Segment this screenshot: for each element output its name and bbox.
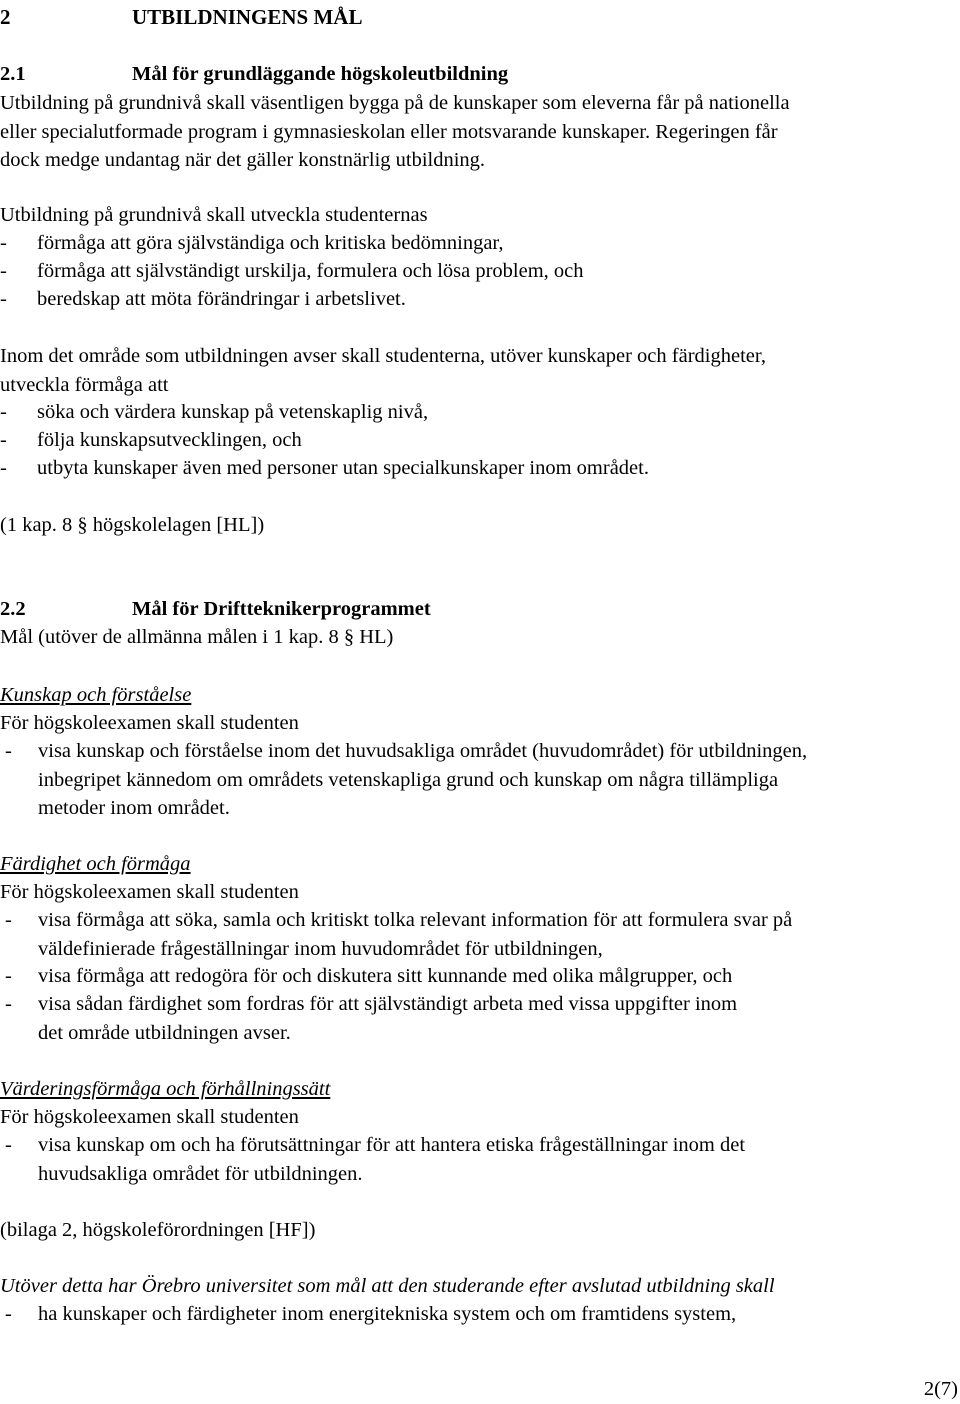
page-number: 2(7) bbox=[923, 1378, 958, 1400]
section-number: 2 bbox=[0, 5, 11, 29]
subsection-subtitle: Mål (utöver de allmänna målen i 1 kap. 8 § HL) bbox=[0, 626, 394, 648]
list-item-line: visa förmåga att söka, samla och kritiskt tolka relevant information för att formulera svar på bbox=[38, 909, 793, 931]
list-item-text: förmåga att självständigt urskilja, formulera och lösa problem, och bbox=[37, 260, 584, 282]
list-item-text: förmåga att göra självständiga och kritiska bedömningar, bbox=[37, 232, 504, 254]
list-item-line: väldefinierade frågeställningar inom huvudområdet för utbildningen, bbox=[38, 937, 603, 960]
list-dash: - bbox=[5, 1134, 12, 1156]
list-item-text: utbyta kunskaper även med personer utan specialkunskaper inom området. bbox=[37, 457, 649, 479]
category-heading: Värderingsförmåga och förhållningssätt bbox=[0, 1078, 331, 1100]
additional-goals-heading: Utöver detta har Örebro universitet som mål att den studerande efter avslutad utbildning skall bbox=[0, 1275, 775, 1297]
category-intro: För högskoleexamen skall studenten bbox=[0, 881, 299, 903]
category-intro: För högskoleexamen skall studenten bbox=[0, 1106, 299, 1128]
subsection-title: Mål för grundläggande högskoleutbildning bbox=[132, 63, 509, 85]
list-item-text: följa kunskapsutvecklingen, och bbox=[37, 429, 302, 451]
list-dash: - bbox=[0, 288, 7, 310]
list-item-line: inbegripet kännedom om områdets vetenskapliga grund och kunskap om några tillämpliga bbox=[38, 768, 779, 791]
section-title: UTBILDNINGENS MÅL bbox=[132, 5, 363, 29]
list-dash: - bbox=[0, 457, 7, 479]
list-dash: - bbox=[0, 232, 7, 254]
list-item-line: visa sådan färdighet som fordras för att självständigt arbeta med vissa uppgifter inom bbox=[38, 993, 738, 1015]
list-item-line: visa kunskap och förståelse inom det huvudsakliga området (huvudområdet) för utbildningen, bbox=[38, 740, 808, 762]
paragraph-line: utveckla förmåga att bbox=[0, 373, 169, 396]
paragraph bbox=[0, 342, 960, 399]
category-intro: För högskoleexamen skall studenten bbox=[0, 712, 299, 734]
category-heading: Kunskap och förståelse bbox=[0, 684, 192, 706]
list-item-line: huvudsakliga området för utbildningen. bbox=[38, 1162, 363, 1185]
list-item-line: visa kunskap om och ha förutsättningar för att hantera etiska frågeställningar inom det bbox=[38, 1134, 746, 1156]
list-dash: - bbox=[0, 401, 7, 423]
paragraph-line: Inom det område som utbildningen avser skall studenterna, utöver kunskaper och färdigheter, bbox=[0, 345, 766, 367]
list-item-line: det område utbildningen avser. bbox=[38, 1021, 291, 1044]
subsection-heading bbox=[0, 60, 508, 89]
paragraph-intro: Utbildning på grundnivå skall utveckla studenternas bbox=[0, 204, 428, 226]
list-item-text: söka och värdera kunskap på vetenskaplig nivå, bbox=[37, 401, 429, 423]
list-dash: - bbox=[5, 993, 12, 1015]
list-dash: - bbox=[5, 965, 12, 987]
paragraph bbox=[0, 89, 960, 175]
paragraph-line: dock medge undantag när det gäller konstnärlig utbildning. bbox=[0, 149, 486, 171]
legal-reference: (1 kap. 8 § högskolelagen [HL]) bbox=[0, 514, 265, 536]
list-item-line: metoder inom området. bbox=[38, 797, 230, 819]
list-item-text: ha kunskaper och färdigheter inom energitekniska system och om framtidens system, bbox=[38, 1303, 737, 1325]
subsection-number: 2.2 bbox=[0, 598, 26, 620]
paragraph-line: eller specialutformade program i gymnasieskolan eller motsvarande kunskaper. Regeringen får bbox=[0, 120, 778, 143]
subsection-heading bbox=[0, 595, 431, 624]
list-item-text: beredskap att möta förändringar i arbetslivet. bbox=[37, 288, 406, 310]
category-heading: Färdighet och förmåga bbox=[0, 853, 191, 875]
list-dash: - bbox=[0, 429, 7, 451]
legal-reference: (bilaga 2, högskoleförordningen [HF]) bbox=[0, 1219, 316, 1241]
list-item-line: visa förmåga att redogöra för och diskutera sitt kunnande med olika målgrupper, och bbox=[38, 965, 733, 987]
paragraph-line: Utbildning på grundnivå skall väsentligen bygga på de kunskaper som eleverna får på nationella bbox=[0, 92, 790, 114]
list-dash: - bbox=[0, 260, 7, 282]
list-dash: - bbox=[5, 740, 12, 762]
section-heading bbox=[0, 3, 362, 32]
list-dash: - bbox=[5, 909, 12, 931]
list-dash: - bbox=[5, 1303, 12, 1325]
subsection-title: Mål för Driftteknikerprogrammet bbox=[132, 598, 431, 620]
subsection-number: 2.1 bbox=[0, 63, 26, 85]
